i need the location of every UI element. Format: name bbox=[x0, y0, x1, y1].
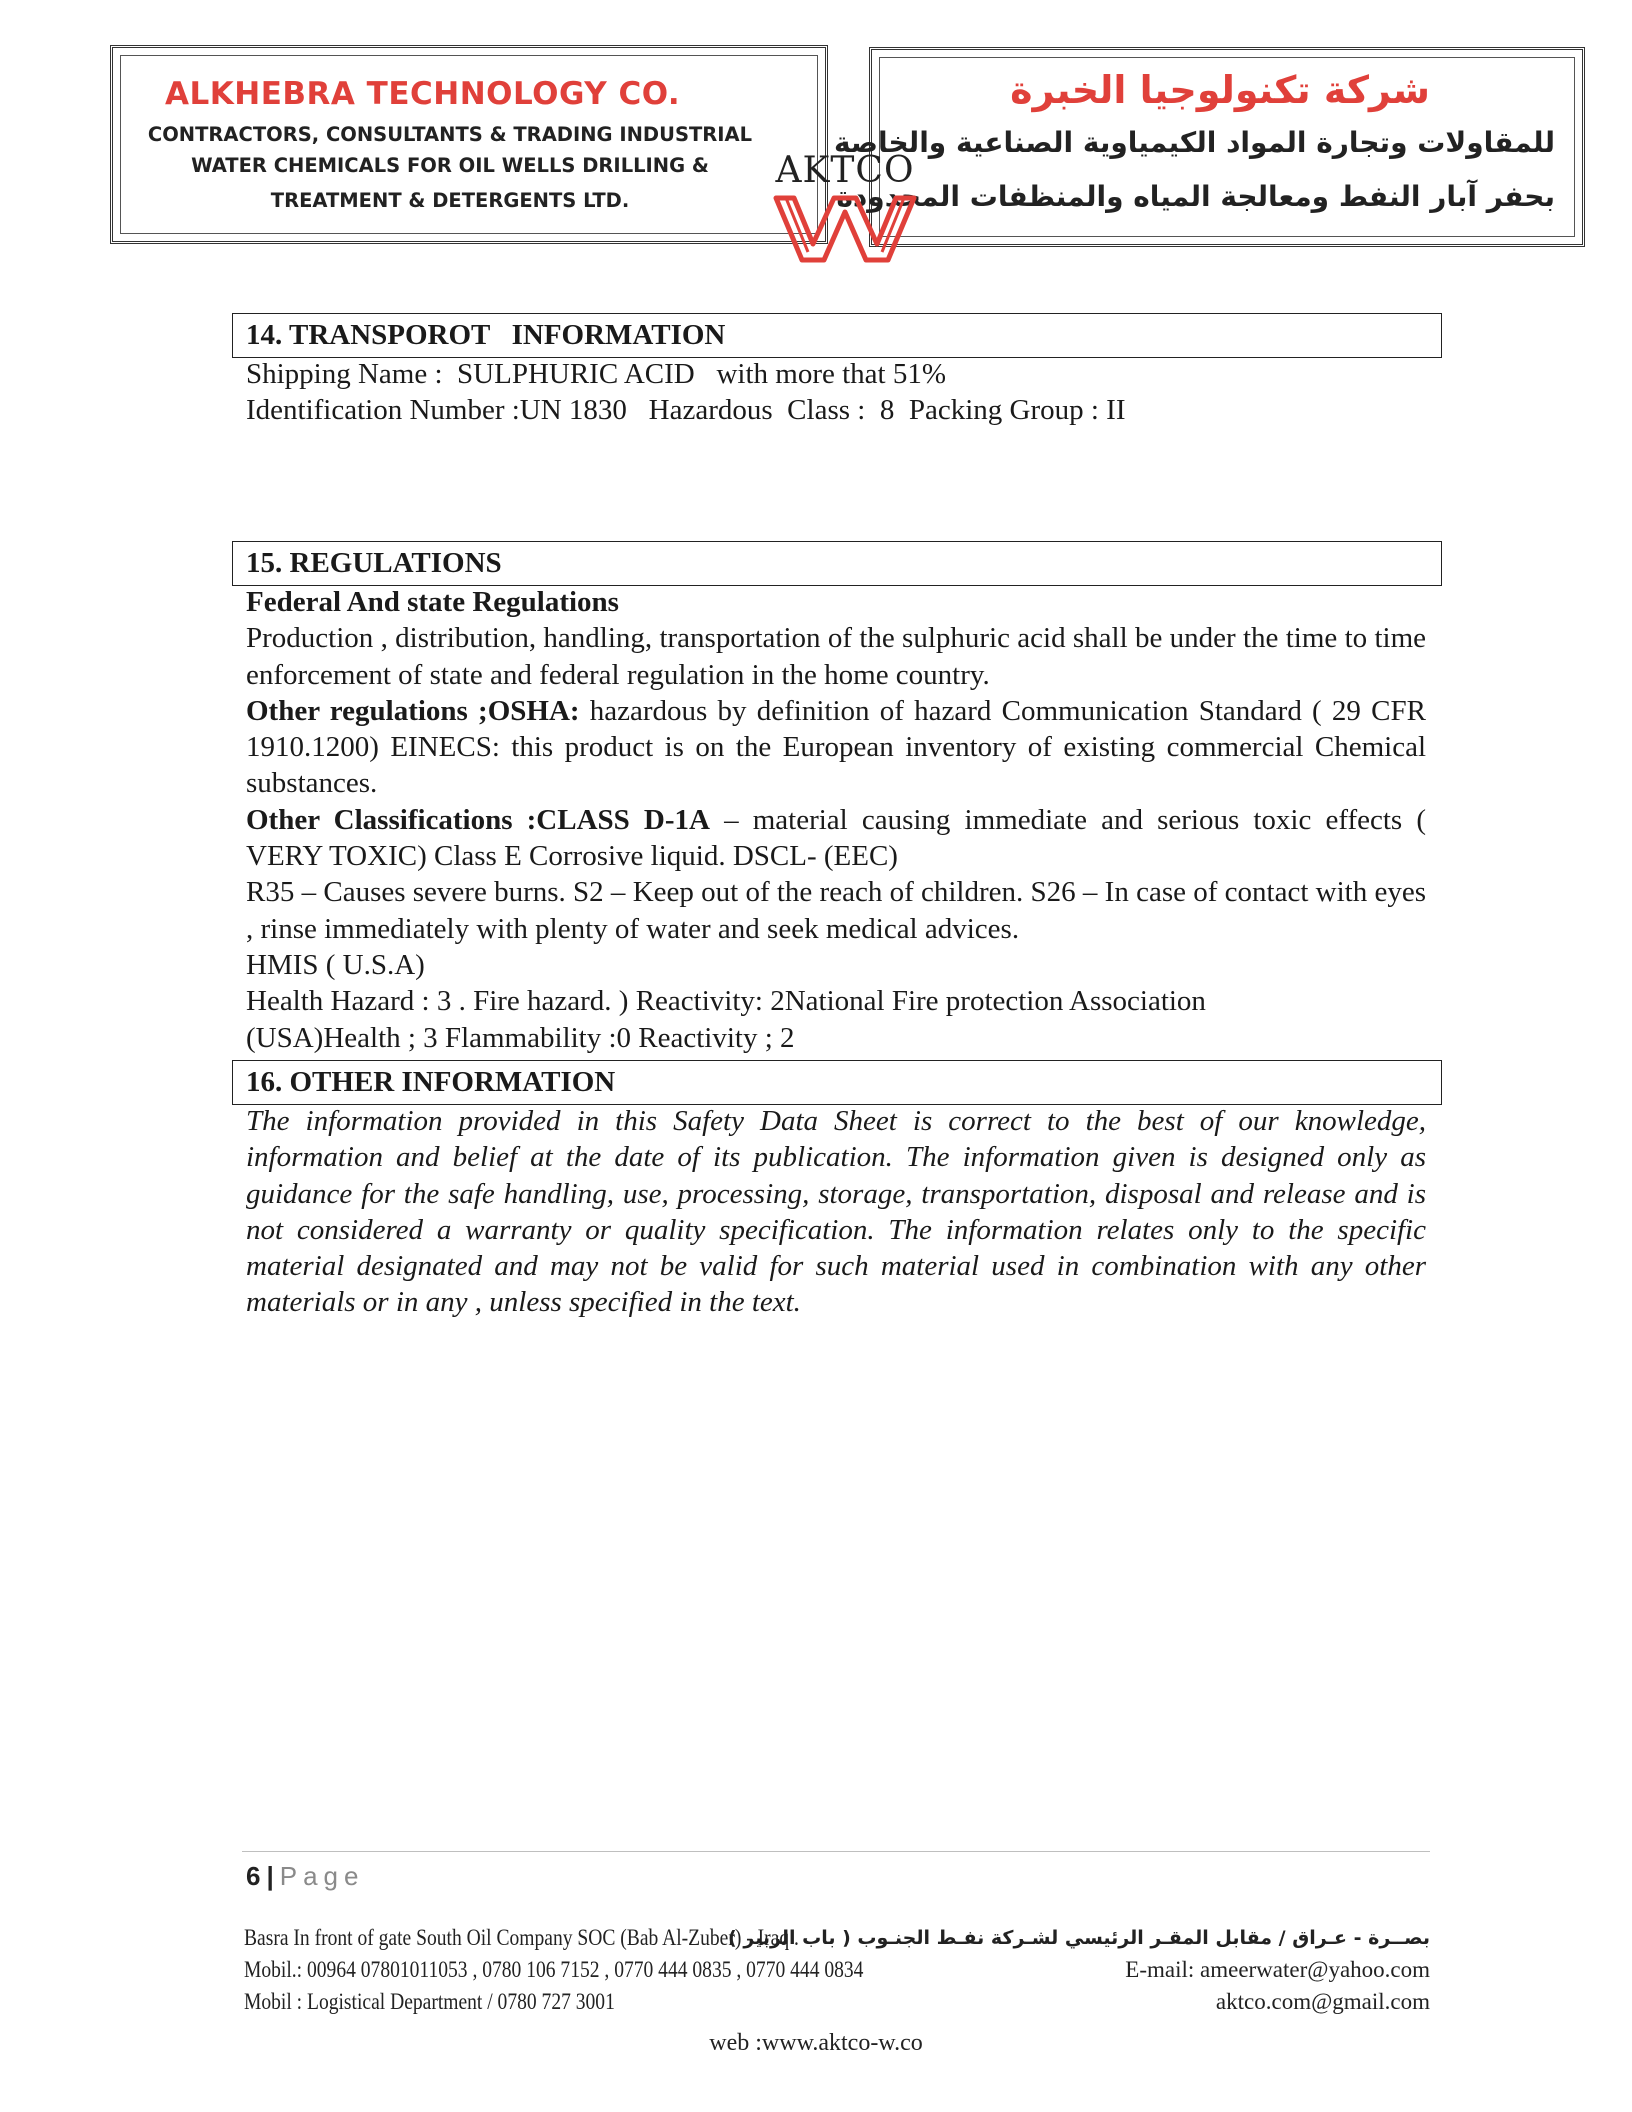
shipping-name-line: Shipping Name : SULPHURIC ACID with more that 51% bbox=[246, 358, 947, 390]
tagline-arabic-2: بحفر آبار النفط ومعالجة المياه والمنظفات المحدودة bbox=[836, 180, 1555, 213]
osha-text: hazardous by definition of hazard Communication Standard ( 29 CFR 1910.1200) EINECS: this product is on the European inventory of existing commercial Chemical substances. bbox=[246, 694, 1426, 800]
tagline-english-3: TREATMENT & DETERGENTS LTD. bbox=[270, 189, 630, 212]
section-16-body bbox=[246, 1103, 1426, 1321]
logo-wordmark: AKTCO bbox=[775, 150, 915, 191]
classification-label: Other Classifications :CLASS D-1A bbox=[246, 803, 710, 836]
tagline-english-1: CONTRACTORS, CONSULTANTS & TRADING INDUSTRIAL bbox=[147, 123, 753, 146]
identification-line: Identification Number :UN 1830 Hazardous Class : 8 Packing Group : II bbox=[246, 394, 1126, 427]
section-16-heading: 16. OTHER INFORMATION bbox=[232, 1060, 1442, 1105]
page-number-value: 6 bbox=[246, 1861, 261, 1891]
production-paragraph: Production , distribution, handling, transportation of the sulphuric acid shall be under the time to time enforcement of state and federal regulation in the home country. bbox=[246, 622, 1426, 691]
section-14-body bbox=[246, 356, 1426, 429]
classification-paragraph bbox=[246, 802, 1426, 875]
page-label: Page bbox=[279, 1861, 365, 1891]
footer-email-2[interactable]: aktco.com@gmail.com bbox=[1215, 1989, 1430, 2014]
company-name-arabic: شركة تكنولوجيا الخبرة bbox=[1010, 68, 1430, 112]
section-15-body bbox=[246, 584, 1426, 1056]
footer-divider bbox=[242, 1851, 1430, 1852]
disclaimer-paragraph: The information provided in this Safety Data Sheet is correct to the best of our knowledge, information and belief at the date of its publication. The information given is designed only as guidance for the safe handling, use, processing, storage, transportation, disposal and release and is not considered a warranty or quality specification. The information relates only to the specific material designated and may not be valid for such material used in combination with any other materials or in any , unless specified in the text. bbox=[246, 1105, 1426, 1319]
footer-contact-right bbox=[728, 1922, 1430, 2018]
footer-email-1[interactable]: E-mail: ameerwater@yahoo.com bbox=[1125, 1957, 1430, 1982]
osha-paragraph bbox=[246, 693, 1426, 802]
footer-address-arabic: بصــرة - عـراق / مقابل المقـر الرئيسي لشـركة نفـط الجنـوب ( باب الزبير ) bbox=[728, 1927, 1430, 1949]
risk-phrases-paragraph: R35 – Causes severe burns. S2 – Keep out of the reach of children. S26 – In case of contact with eyes , rinse immediately with plenty of water and seek medical advices. bbox=[246, 876, 1426, 945]
health-hazard-line-1: Health Hazard : 3 . Fire hazard. ) Reactivity: 2National Fire protection Association bbox=[246, 985, 1206, 1018]
footer-logistics: Mobil : Logistical Department / 0780 727 3001 bbox=[244, 1989, 615, 2014]
page-number-separator: | bbox=[266, 1861, 274, 1891]
company-name-english: ALKHEBRA TECHNOLOGY CO. bbox=[165, 76, 681, 112]
osha-label: Other regulations ;OSHA: bbox=[246, 694, 580, 727]
federal-regulations-subheading: Federal And state Regulations bbox=[246, 586, 619, 618]
classification-text: – material causing immediate and serious toxic effects ( VERY TOXIC) Class E Corrosive liquid. DSCL- (EEC) bbox=[246, 803, 1426, 873]
hmis-line: HMIS ( U.S.A) bbox=[246, 948, 425, 981]
section-15-heading: 15. REGULATIONS bbox=[232, 541, 1442, 586]
health-hazard-line-2: (USA)Health ; 3 Flammability :0 Reactivity ; 2 bbox=[246, 1021, 795, 1054]
tagline-arabic-1: للمقاولات وتجارة المواد الكيمياوية الصناعية والخاصة bbox=[833, 126, 1555, 159]
footer-mobile: Mobil.: 00964 07801011053 , 0780 106 7152 , 0770 444 0835 , 0770 444 0834 bbox=[244, 1957, 864, 1982]
section-14-heading: 14. TRANSPOROT INFORMATION bbox=[232, 313, 1442, 358]
page-number bbox=[246, 1861, 364, 1892]
logo-w-mark-icon bbox=[772, 190, 918, 266]
footer-website[interactable]: web :www.aktco-w.co bbox=[709, 2030, 923, 2056]
footer-address: Basra In front of gate South Oil Company SOC (Bab Al-Zuber) - Iraq . bbox=[244, 1925, 799, 1950]
tagline-english-2: WATER CHEMICALS FOR OIL WELLS DRILLING & bbox=[191, 154, 709, 177]
